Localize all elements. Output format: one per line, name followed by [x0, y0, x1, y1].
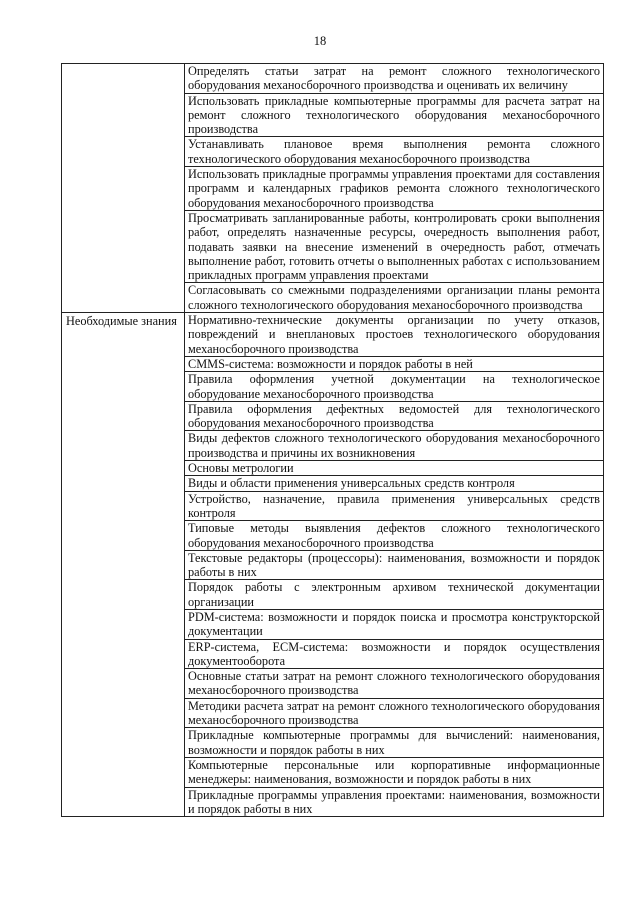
requirement-text: Основы метрологии: [188, 461, 294, 476]
requirement-cell: [185, 167, 604, 211]
requirement-text: Нормативно-технические документы организации по учету отказов, повреждений и внеплановых простоев технологического оборудования механосборочного производства: [188, 313, 600, 356]
requirement-text: Просматривать запланированные работы, контролировать сроки выполнения работ, определять назначенные ресурсы, очередность выполнения работ, подавать заявки на внесение изменений в очередность работ, отмечать выполнение работ, готовить отчеты о выполненных работах с использованием прикладных программ управления проектами: [188, 210, 600, 283]
requirement-cell: [185, 137, 604, 167]
requirement-cell: [185, 757, 604, 787]
requirement-cell: [185, 787, 604, 817]
requirement-cell: [185, 580, 604, 610]
requirement-text: Виды и области применения универсальных средств контроля: [188, 476, 515, 491]
requirement-text: Устанавливать плановое время выполнения ремонта сложного технологического оборудования механосборочного производства: [188, 137, 600, 166]
requirement-cell: [185, 93, 604, 137]
requirement-cell: [185, 698, 604, 728]
requirement-text: Использовать прикладные программы управления проектами для составления программ и календарных графиков ремонта сложного технологического оборудования механосборочного производства: [188, 167, 600, 210]
requirements-table: [61, 63, 604, 817]
requirement-cell: [185, 491, 604, 521]
requirement-cell: [185, 639, 604, 669]
requirement-cell: [185, 401, 604, 431]
requirement-cell: [185, 728, 604, 758]
requirement-cell: [185, 550, 604, 580]
requirement-cell: [185, 356, 604, 371]
requirement-text: Прикладные программы управления проектами: наименования, возможности и порядок работы в них: [188, 787, 600, 816]
requirement-text: Типовые методы выявления дефектов сложного технологического оборудования механосборочного производства: [188, 521, 600, 550]
table-row: [62, 313, 604, 357]
requirement-text: Текстовые редакторы (процессоры): наименования, возможности и порядок работы в них: [188, 550, 600, 580]
requirement-text: Согласовывать со смежными подразделениями организации планы ремонта сложного технологического оборудования механосборочного производства: [188, 283, 600, 312]
requirement-cell: [185, 283, 604, 313]
requirement-cell: [185, 210, 604, 282]
requirement-cell: [185, 461, 604, 476]
requirement-text: Устройство, назначение, правила применения универсальных средств контроля: [188, 491, 600, 520]
requirement-text: Использовать прикладные компьютерные программы для расчета затрат на ремонт сложного технологического оборудования механосборочного производства: [188, 93, 600, 137]
requirement-cell: [185, 64, 604, 94]
requirement-text: Определять статьи затрат на ремонт сложного технологического оборудования механосборочного производства и оценивать их величину: [188, 64, 600, 93]
requirement-text: Порядок работы с электронным архивом технической документации организации: [188, 580, 600, 609]
requirement-cell: [185, 669, 604, 699]
requirement-text: Правила оформления дефектных ведомостей для технологического оборудования механосборочного производства: [188, 401, 600, 431]
requirement-cell: [185, 372, 604, 402]
table-row: [62, 64, 604, 94]
requirement-text: Виды дефектов сложного технологического оборудования механосборочного производства и причины их возникновения: [188, 431, 600, 460]
requirement-text: Методики расчета затрат на ремонт сложного технологического оборудования механосборочного производства: [188, 698, 600, 728]
requirement-cell: [185, 431, 604, 461]
requirement-cell: [185, 476, 604, 491]
requirement-text: PDM-система: возможности и порядок поиска и просмотра конструкторской документации: [188, 609, 600, 639]
section-label-cell: Необходимые знания: [62, 313, 185, 817]
requirement-text: CMMS-система: возможности и порядок работы в ней: [188, 356, 473, 371]
requirement-text: Основные статьи затрат на ремонт сложного технологического оборудования механосборочного производства: [188, 669, 600, 698]
requirement-text: Компьютерные персональные или корпоративные информационные менеджеры: наименования, возможности и порядок работы в них: [188, 757, 600, 787]
requirement-text: ERP-система, ECM-система: возможности и порядок осуществления документооборота: [188, 639, 600, 668]
requirement-cell: [185, 313, 604, 357]
requirement-text: Правила оформления учетной документации на технологическое оборудование механосборочного производства: [188, 372, 600, 401]
section-label-cell: [62, 64, 185, 313]
requirements-table-body: [62, 64, 604, 817]
requirement-cell: [185, 521, 604, 551]
requirement-cell: [185, 609, 604, 639]
requirement-text: Прикладные компьютерные программы для вычислений: наименования, возможности и порядок работы в них: [188, 728, 600, 757]
page-number: 18: [313, 34, 327, 48]
